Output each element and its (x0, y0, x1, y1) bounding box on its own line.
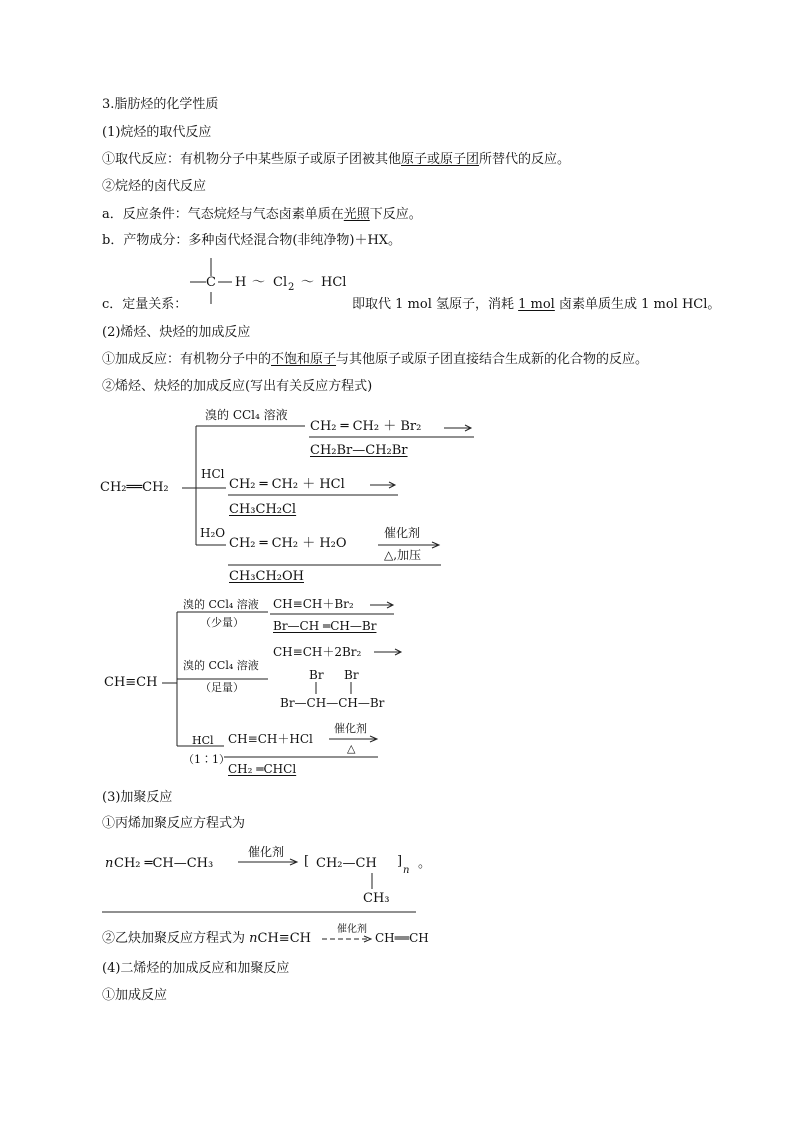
polypropylene-formula: CH₂—CH (316, 856, 377, 871)
acetylene-formula: CH≡CH (104, 675, 158, 690)
substitution-definition: ①取代反应：有机物分子中某些原子或原子团被其他原子或原子团所替代的反应。 (102, 152, 571, 167)
catalyst-label: 催化剂 (384, 526, 421, 540)
equation-text: CH≡CH＋HCl (228, 732, 313, 746)
product-line: b．产物成分：多种卤代烃混合物(非纯净物)＋HX。 (102, 233, 402, 248)
condition-label: H₂O (200, 526, 226, 540)
catalyst-label: 催化剂 (248, 845, 285, 859)
underlined-answer: 光照 (343, 207, 370, 222)
condition-label: △ (347, 742, 356, 755)
condition-amount: （足量） (200, 681, 244, 694)
halogenation-title: ②烷烃的卤代反应 (102, 179, 207, 194)
document-page: 3.脂肪烃的化学性质 (1)烷烃的取代反应 ①取代反应：有机物分子中某些原子或原子团被其他原子或原子团所替代的反应。 ②烷烃的卤代反应 a．反应条件：气态烷烃与气态卤素单质在光照下反应。 b．产物成分：多种卤代烃混合物(非纯净物)＋HX。 c．定量关系： C H ～ Cl 2 ～ HCl 即取代 1 mol 氢原子，消耗 1 mol 卤素单质生成 1 mol HCl。 (2)烯烃、炔烃的加成反应 ①加成反应：有机物分子中的不饱和原子与其他原子或原子团直接结合生成新的化合物的反应。 ②烯烃、炔烃的加成反应(写出有关反应方程式) CH₂══CH₂ 溴的 CCl₄ 溶液 CH₂ ═ CH₂ ＋ Br₂ CH₂Br—CH₂Br HCl CH₂ ═ CH₂ ＋ HCl CH₃CH₂Cl H₂O CH₂ ═ CH₂ ＋ H₂O 催化剂 △,加压 CH₃CH₂OH CH≡CH 溴的 CCl₄ 溶液 （少量） CH≡CH＋Br₂ Br—CH ═CH—Br 溴的 CCl₄ 溶液 （足量） CH≡CH＋2Br₂ Br Br Br—CH—CH—Br HCl （1∶1） CH≡CH＋HCl 催化剂 △ CH₂ ═CHCl (3)加聚反应 ①丙烯加聚反应方程式为 n CH₂ ═CH—CH₃ 催化剂 [ CH₂—CH ] n CH₃ 。 ②乙炔加聚反应方程式为 nCH≡CH 催化剂 CH══CH (4)二烯烃的加成反应和加聚反应 ①加成反应 (0, 0, 794, 1123)
bromine-label: Br (309, 668, 324, 682)
equation-text: CH₂ ═ CH₂ ＋ HCl (229, 477, 345, 492)
bromine-label: Br (344, 668, 359, 682)
acetylene-polymerization-line: ②乙炔加聚反应方程式为 nCH≡CH (102, 931, 311, 946)
equation-text: CH₂ ═ CH₂ ＋ Br₂ (310, 419, 422, 434)
answer-product: CH₃CH₂Cl (229, 502, 297, 517)
condition-label: HCl (201, 467, 225, 481)
subsection-title-2: (2)烯烃、炔烃的加成反应 (102, 325, 251, 340)
condition-label: △,加压 (384, 548, 422, 562)
polyacetylene-formula: CH══CH (375, 931, 429, 945)
subsection-title-3: (3)加聚反应 (102, 790, 173, 805)
underlined-answer: 原子或原子团 (401, 152, 480, 167)
answer-product: CH₂ ═CHCl (228, 762, 297, 776)
reaction-condition-line: a．反应条件：气态烷烃与气态卤素单质在光照下反应。 (102, 207, 422, 222)
subsection-title-1: (1)烷烃的取代反应 (102, 125, 212, 140)
answer-product: Br—CH—CH—Br (280, 696, 385, 710)
condition-label: 溴的 CCl₄ 溶液 (183, 659, 259, 672)
answer-product: Br—CH ═CH—Br (273, 619, 377, 633)
equation-text: CH₂ ═ CH₂ ＋ H₂O (229, 536, 347, 551)
equation-text: CH≡CH＋2Br₂ (273, 645, 362, 659)
methyl-group: CH₃ (363, 891, 390, 906)
diene-addition-title: ①加成反应 (102, 988, 168, 1003)
ethylene-formula: CH₂══CH₂ (100, 480, 169, 495)
propene-formula: CH₂ ═CH—CH₃ (114, 856, 214, 871)
propene-polymerization-title: ①丙烯加聚反应方程式为 (102, 816, 246, 831)
answer-product: CH₃CH₂OH (229, 569, 304, 584)
condition-amount: （少量） (200, 616, 244, 629)
condition-ratio: （1∶1） (183, 753, 230, 766)
condition-label: HCl (192, 734, 214, 747)
answer-product: CH₂Br—CH₂Br (310, 443, 408, 458)
section-heading: 3.脂肪烃的化学性质 (102, 97, 219, 112)
quantitative-text: 即取代 1 mol 氢原子，消耗 1 mol 卤素单质生成 1 mol HCl。 (352, 297, 721, 312)
subsection-title-4: (4)二烯烃的加成反应和加聚反应 (102, 961, 290, 976)
condition-label: 溴的 CCl₄ 溶液 (205, 408, 288, 422)
underlined-answer: 1 mol (518, 297, 555, 312)
catalyst-label: 催化剂 (337, 924, 367, 935)
addition-equations-title: ②烯烃、炔烃的加成反应(写出有关反应方程式) (102, 379, 373, 394)
condition-label: 溴的 CCl₄ 溶液 (183, 598, 259, 611)
underlined-answer: 不饱和原子 (271, 352, 337, 367)
addition-definition: ①加成反应：有机物分子中的不饱和原子与其他原子或原子团直接结合生成新的化合物的反应。 (102, 352, 649, 367)
quantitative-label: c．定量关系： (102, 297, 188, 312)
catalyst-label: 催化剂 (334, 722, 367, 735)
equation-text: CH≡CH＋Br₂ (273, 597, 354, 611)
